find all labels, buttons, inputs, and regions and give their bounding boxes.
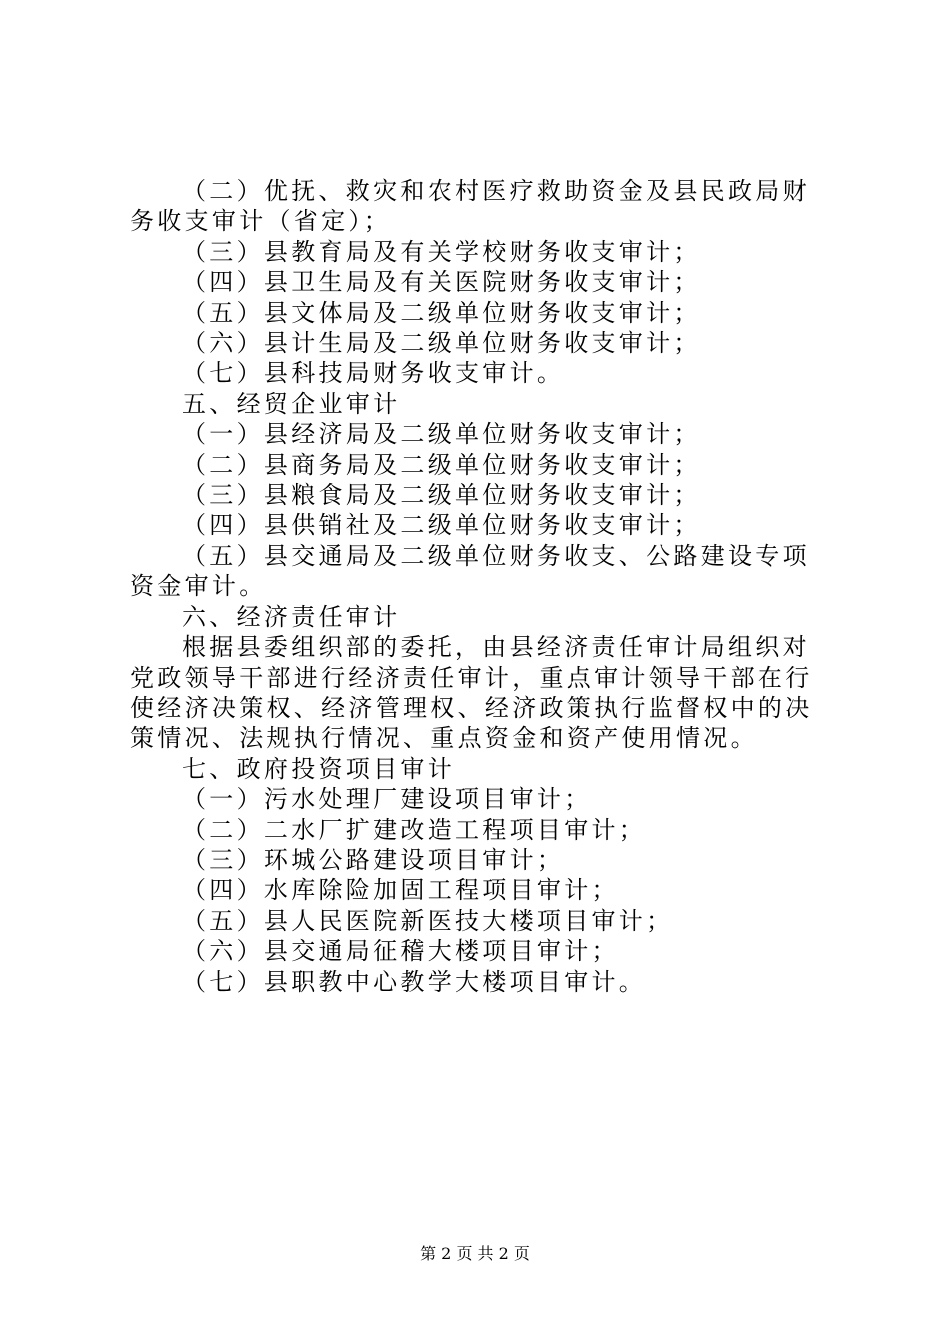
- paragraph: （四）县供销社及二级单位财务收支审计；: [182, 511, 701, 540]
- paragraph: （四）水库除险加固工程项目审计；: [182, 876, 619, 905]
- paragraph: （五）县人民医院新医技大楼项目审计；: [182, 906, 674, 935]
- section-heading: 六、经济责任审计: [182, 602, 401, 631]
- paragraph: （三）县粮食局及二级单位财务收支审计；: [182, 481, 701, 510]
- page-footer: 第 2 页 共 2 页: [420, 1244, 530, 1263]
- paragraph: （二）二水厂扩建改造工程项目审计；: [182, 815, 647, 844]
- paragraph: （三）环城公路建设项目审计；: [182, 845, 565, 874]
- section-heading: 七、政府投资项目审计: [182, 754, 455, 783]
- paragraph: （六）县交通局征稽大楼项目审计；: [182, 937, 619, 966]
- paragraph: （七）县职教中心教学大楼项目审计。: [182, 967, 647, 996]
- paragraph: （一）污水处理厂建设项目审计；: [182, 785, 592, 814]
- paragraph: （二）县商务局及二级单位财务收支审计；: [182, 450, 701, 479]
- paragraph: （二）优抚、救灾和农村医疗救助资金及县民政局财务收支审计（省定）；: [130, 177, 810, 236]
- paragraph: 根据县委组织部的委托，由县经济责任审计局组织对党政领导干部进行经济责任审计，重点审计领导干部在行使经济决策权、经济管理权、经济政策执行监督权中的决策情况、法规执行情况、重点资金和资产使用情况。: [130, 633, 813, 753]
- document-body: [130, 176, 830, 997]
- paragraph: （四）县卫生局及有关医院财务收支审计；: [182, 268, 701, 297]
- paragraph: （一）县经济局及二级单位财务收支审计；: [182, 420, 701, 449]
- paragraph: （六）县计生局及二级单位财务收支审计；: [182, 329, 701, 358]
- paragraph: （五）县文体局及二级单位财务收支审计；: [182, 298, 701, 327]
- paragraph: （三）县教育局及有关学校财务收支审计；: [182, 237, 701, 266]
- paragraph: （七）县科技局财务收支审计。: [182, 359, 565, 388]
- paragraph: （五）县交通局及二级单位财务收支、公路建设专项资金审计。: [130, 541, 810, 601]
- section-heading: 五、经贸企业审计: [182, 389, 401, 418]
